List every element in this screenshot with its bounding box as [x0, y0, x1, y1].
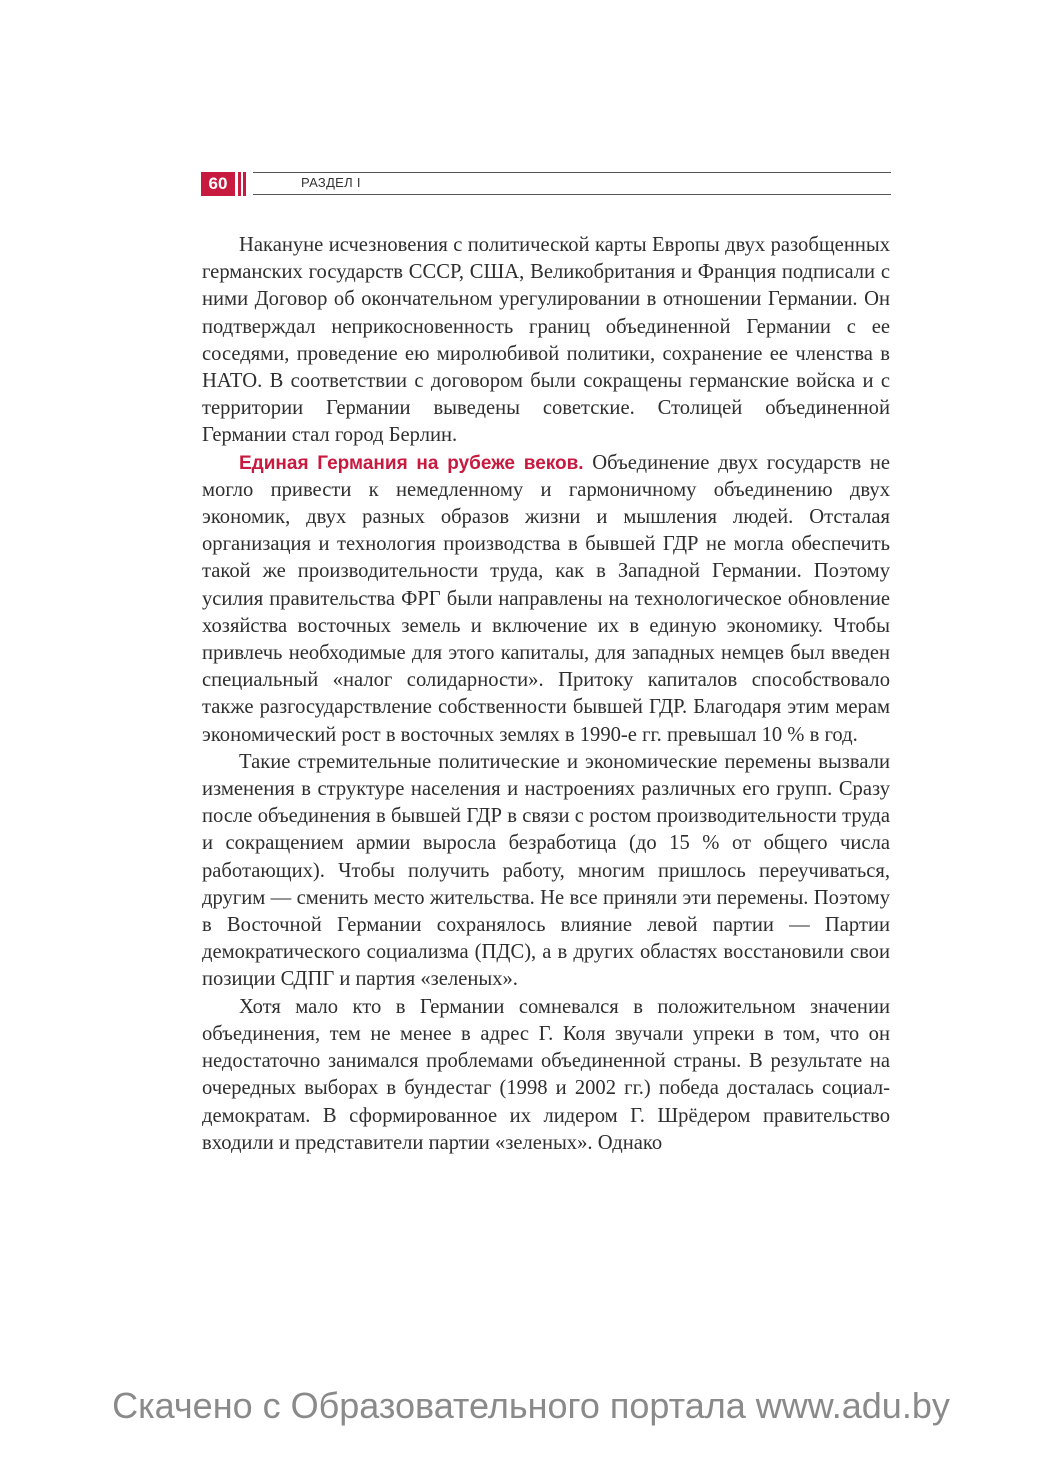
paragraph [202, 994, 890, 1157]
header-accent-bar [243, 172, 246, 196]
paragraph [202, 450, 890, 749]
paragraph-text: Накануне исчезновения с политической карты Европы двух разобщенных германских государств СССР, США, Великобритания и Франция подписали с ними Договор об окончательном урегулировании в отношении Германии. Он подтверждал неприкосновенность границ объединенной Германии с ее соседями, проведение ею миролюбивой политики, сохранение ее членства в НАТО. В соответствии с договором были сокращены германские войска и с территории Германии выведены советские. Столицей объединенной Германии стал город Берлин. [202, 234, 890, 447]
subsection-heading: Единая Германия на рубеже веков. [239, 452, 584, 474]
paragraph [202, 232, 890, 450]
section-label: РАЗДЕЛ I [301, 175, 361, 190]
header-accent-bar [238, 172, 241, 196]
download-watermark: Скачено с Образовательного портала www.adu.by [112, 1385, 950, 1426]
header-rule-top [253, 172, 891, 173]
running-header [201, 172, 891, 196]
paragraph [202, 749, 890, 994]
header-rule-bottom [253, 194, 891, 195]
page-number: 60 [201, 172, 235, 196]
paragraph-text: Такие стремительные политические и экономические перемены вызвали изменения в структуре населения и настроениях различных его групп. Сразу после объединения в бывшей ГДР в связи с ростом производительности труда и сокращением армии выросла безработица (до 15 % от общего числа работающих). Чтобы получить работу, многим пришлось переучиваться, другим — сменить место жительства. Не все приняли эти перемены. Поэтому в Восточной Германии сохранялось влияние левой партии — Партии демократического социализма (ПДС), а в других областях восстановили свои позиции СДПГ и партия «зеленых». [202, 750, 890, 991]
body-text [202, 232, 890, 1157]
paragraph-text: Объединение двух государств не могло привести к немедленному и гармоничному объединению двух экономик, двух разных образов жизни и мышления людей. Отсталая организация и технология производства в бывшей ГДР не могла обеспечить такой же производительности труда, как в Западной Германии. Поэтому усилия правительства ФРГ были направлены на технологическое обновление хозяйства восточных земель и включение их в единую экономику. Чтобы привлечь необходимые для этого капиталы, для западных немцев был введен специальный «налог солидарности». Притоку капиталов способствовало также разгосударствление собственности бывшей ГДР. Благодаря этим мерам экономический рост в восточных землях в 1990-е гг. превышал 10 % в год. [202, 451, 890, 746]
paragraph-text: Хотя мало кто в Германии сомневался в положительном значении объединения, тем не менее в адрес Г. Коля звучали упреки в том, что он недостаточно занимался проблемами объединенной страны. В результате на очередных выборах в бундестаг (1998 и 2002 гг.) победа досталась социал-демократам. В сформированное их лидером Г. Шрёдером правительство входили и представители партии «зеленых». Однако [202, 995, 890, 1154]
